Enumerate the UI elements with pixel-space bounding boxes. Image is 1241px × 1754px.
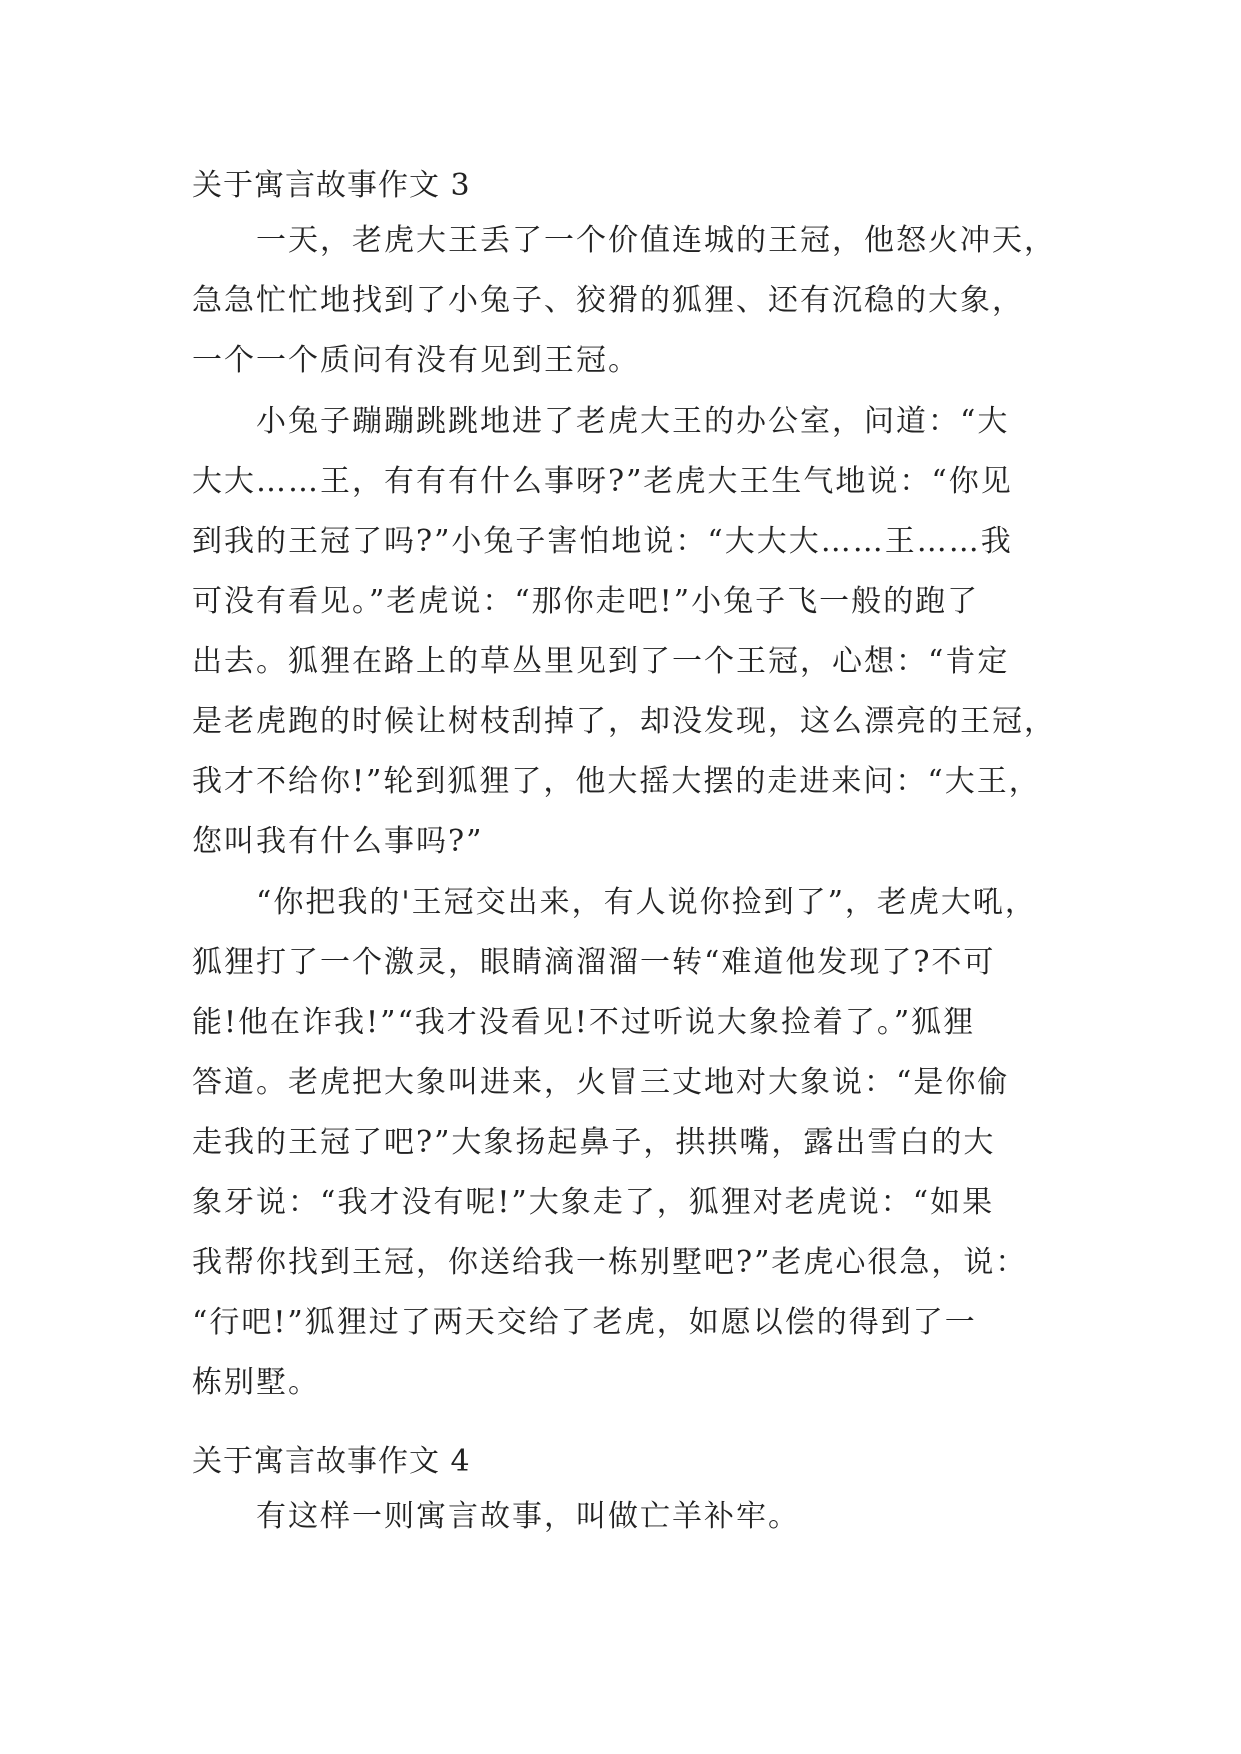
paragraph <box>192 873 1092 1413</box>
paragraph-line: “你把我的'王冠交出来，有人说你捡到了”，老虎大吼， <box>256 885 1037 920</box>
paragraph-line: “行吧!”狐狸过了两天交给了老虎，如愿以偿的得到了一 <box>192 1305 977 1340</box>
paragraph-line: 可没有看见。”老虎说：“那你走吧!”小兔子飞一般的跑了 <box>192 584 980 619</box>
paragraph-line: 栋别墅。 <box>192 1365 320 1400</box>
paragraph-line: 我才不给你!”轮到狐狸了，他大摇大摆的走进来问：“大王， <box>192 764 1041 799</box>
paragraph-line: 能!他在诈我!”“我才没看见!不过听说大象捡着了。”狐狸 <box>192 1005 976 1040</box>
paragraph-line: 到我的王冠了吗?”小兔子害怕地说：“大大大……王……我 <box>192 524 1013 559</box>
paragraph-line: 有这样一则寓言故事，叫做亡羊补牢。 <box>256 1499 800 1534</box>
paragraph-line: 象牙说：“我才没有呢!”大象走了，狐狸对老虎说：“如果 <box>192 1185 995 1220</box>
paragraph <box>192 211 1092 391</box>
section-heading: 关于寓言故事作文 3 <box>192 168 471 203</box>
paragraph-line: 一个一个质问有没有见到王冠。 <box>192 343 640 378</box>
paragraph-line: 是老虎跑的时候让树枝刮掉了，却没发现，这么漂亮的王冠， <box>192 704 1056 739</box>
paragraph-line: 小兔子蹦蹦跳跳地进了老虎大王的办公室，问道：“大 <box>256 404 1010 439</box>
paragraph-line: 狐狸打了一个激灵，眼睛滴溜溜一转“难道他发现了?不可 <box>192 945 996 980</box>
paragraph <box>192 392 1092 872</box>
paragraph-line: 您叫我有什么事吗?” <box>192 824 484 859</box>
paragraph <box>192 1487 1092 1547</box>
paragraph-line: 急急忙忙地找到了小兔子、狡猾的狐狸、还有沉稳的大象， <box>192 283 1024 318</box>
paragraph-line: 出去。狐狸在路上的草丛里见到了一个王冠，心想：“肯定 <box>192 644 1010 679</box>
section-heading: 关于寓言故事作文 4 <box>192 1444 471 1479</box>
paragraph-line: 我帮你找到王冠，你送给我一栋别墅吧?”老虎心很急，说： <box>192 1245 1028 1280</box>
paragraph-line: 一天，老虎大王丢了一个价值连城的王冠，他怒火冲天， <box>256 223 1056 258</box>
paragraph-line: 答道。老虎把大象叫进来，火冒三丈地对大象说：“是你偷 <box>192 1065 1010 1100</box>
paragraph-line: 大大……王，有有有什么事呀?”老虎大王生气地说：“你见 <box>192 464 1013 499</box>
paragraph-line: 走我的王冠了吧?”大象扬起鼻子，拱拱嘴，露出雪白的大 <box>192 1125 996 1160</box>
